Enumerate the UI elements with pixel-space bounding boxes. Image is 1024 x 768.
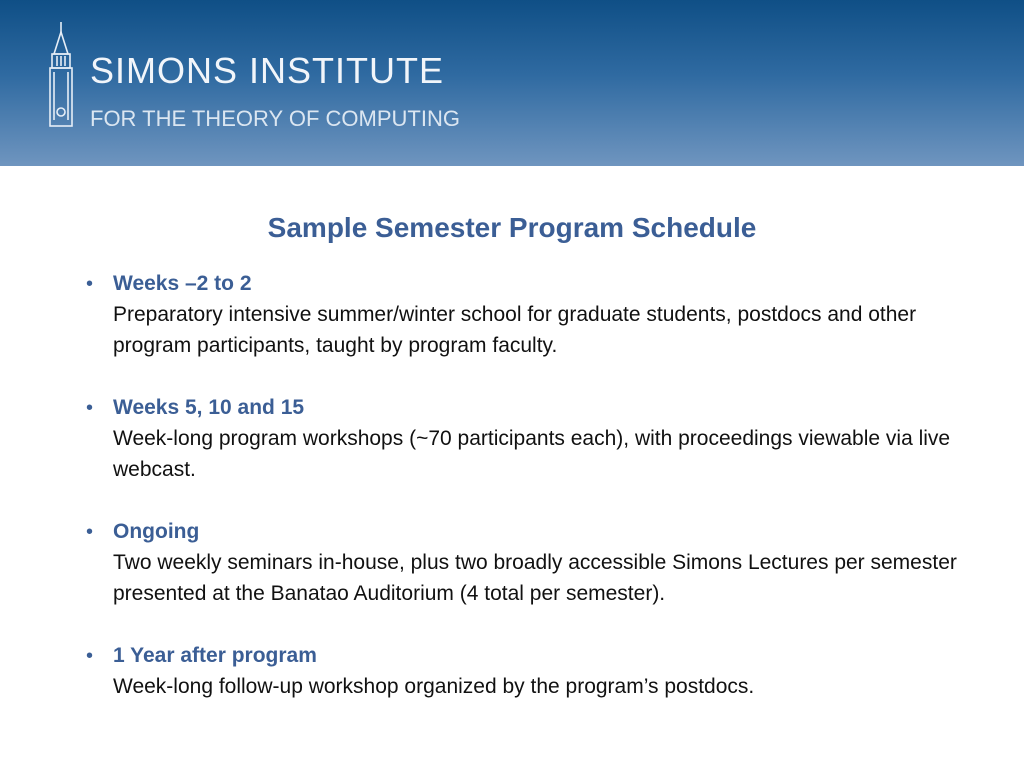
item-heading: Weeks –2 to 2 xyxy=(113,272,252,295)
item-description: Two weekly seminars in-house, plus two broadly accessible Simons Lectures per semester presented at the Banatao Auditorium (4 total per semester). xyxy=(113,551,957,605)
bullet-icon: • xyxy=(86,645,94,667)
item-heading: Ongoing xyxy=(113,520,200,543)
bullet-icon: • xyxy=(86,397,94,419)
logo-subtitle: FOR THE THEORY OF COMPUTING xyxy=(90,106,460,131)
list-item xyxy=(86,516,986,609)
item-description: Preparatory intensive summer/winter school for graduate students, postdocs and other program participants, taught by program faculty. xyxy=(113,303,917,357)
header-banner xyxy=(0,0,1024,166)
item-heading: 1 Year after program xyxy=(113,644,317,667)
campanile-tower-icon xyxy=(44,20,78,130)
schedule-list xyxy=(86,268,986,733)
logo-title: SIMONS INSTITUTE xyxy=(90,50,445,91)
bullet-icon: • xyxy=(86,273,94,295)
item-heading: Weeks 5, 10 and 15 xyxy=(113,396,305,419)
list-item xyxy=(86,640,986,702)
list-item xyxy=(86,268,986,361)
bullet-icon: • xyxy=(86,521,94,543)
slide-title: Sample Semester Program Schedule xyxy=(267,212,757,243)
list-item xyxy=(86,392,986,485)
item-description: Week-long follow-up workshop organized by the program’s postdocs. xyxy=(113,675,755,698)
item-description: Week-long program workshops (~70 participants each), with proceedings viewable via live webcast. xyxy=(113,427,951,481)
